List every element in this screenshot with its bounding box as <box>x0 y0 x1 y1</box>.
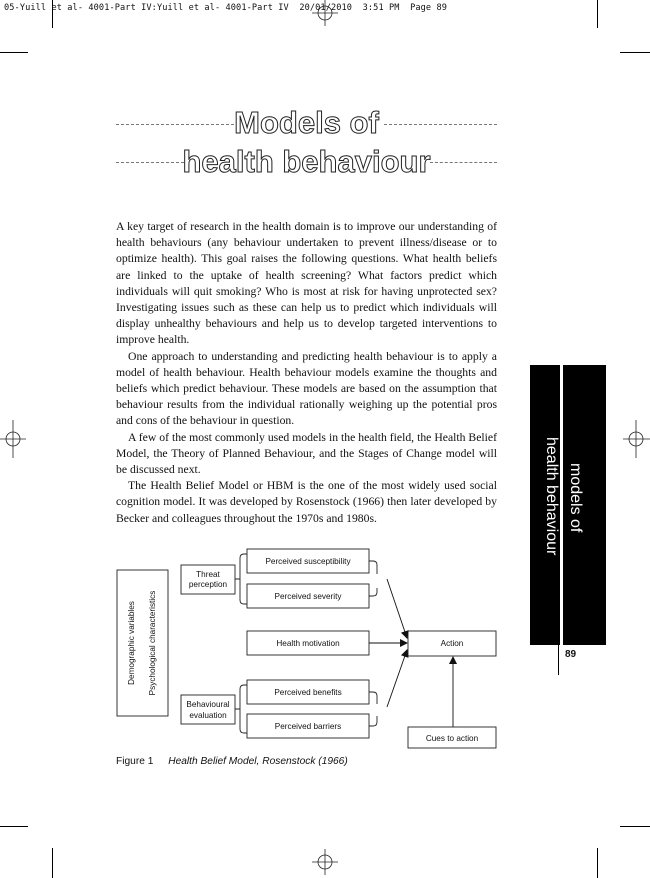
paragraph: A key target of research in the health domain is to improve our understanding of health behaviours (any behaviour undertaken to prevent illness/disease or to optimize health). This goal raises the following questions. What health beliefs are linked to the uptake of health screening? What factors predict which individuals will quit smoking? Who is most at risk for having unprotected sex? Investigating issues such as these can help us to predict which individuals will display unhealthy behaviours and help us to develop targeted interventions to improve health. <box>116 220 497 347</box>
benefits-label: Perceived benefits <box>274 688 342 697</box>
left-box-label-1: Demographic variables <box>127 601 136 685</box>
behavioural-label-1: Behavioural <box>186 700 230 709</box>
cues-label: Cues to action <box>425 734 479 743</box>
chapter-title-line1: Models of <box>234 105 379 140</box>
paragraph: One approach to understanding and predicting health behaviour is to apply a model of health behaviour. Health behaviour models examine the thoughts and beliefs which predict behaviour. These models are based on the assumption that behaviour results from the individual rationally weighing up the potential pros and cons of the behaviour in question. <box>116 349 497 428</box>
severity-label: Perceived severity <box>274 592 342 601</box>
figure-title: Health Belief Model, Rosenstock (1966) <box>168 756 348 767</box>
motivation-label: Health motivation <box>276 639 340 648</box>
action-label: Action <box>440 639 464 648</box>
threat-label-2: perception <box>188 580 228 589</box>
side-tab-line2: health behaviour <box>543 437 560 556</box>
paragraph: A few of the most commonly used models in the health field, the Health Belief Model, the Theory of Planned Behaviour, and the Stages of Change model will be discussed next. <box>116 430 497 477</box>
left-box <box>117 570 168 716</box>
figure-number: Figure 1 <box>116 756 154 767</box>
page-number: 89 <box>565 649 577 660</box>
side-tab-line1: models of <box>567 463 584 533</box>
left-box-label-2: Psychological characteristics <box>148 590 157 696</box>
behavioural-label-2: evaluation <box>189 711 227 720</box>
print-slug-line: 05-Yuill et al- 4001-Part IV:Yuill et al- 4001-Part IV 20/01/2010 3:51 PM Page 89 <box>4 3 448 13</box>
paragraph: The Health Belief Model or HBM is the one of the most widely used social cognition model. It was developed by Rosenstock (1966) then later developed by Becker and colleagues throughout the 1970s and 1980s. <box>116 479 497 525</box>
susceptibility-label: Perceived susceptibility <box>265 557 351 566</box>
threat-label-1: Threat <box>196 570 220 579</box>
barriers-label: Perceived barriers <box>274 722 342 731</box>
figure-caption <box>116 756 348 767</box>
chapter-title-line2: health behaviour <box>182 144 431 179</box>
